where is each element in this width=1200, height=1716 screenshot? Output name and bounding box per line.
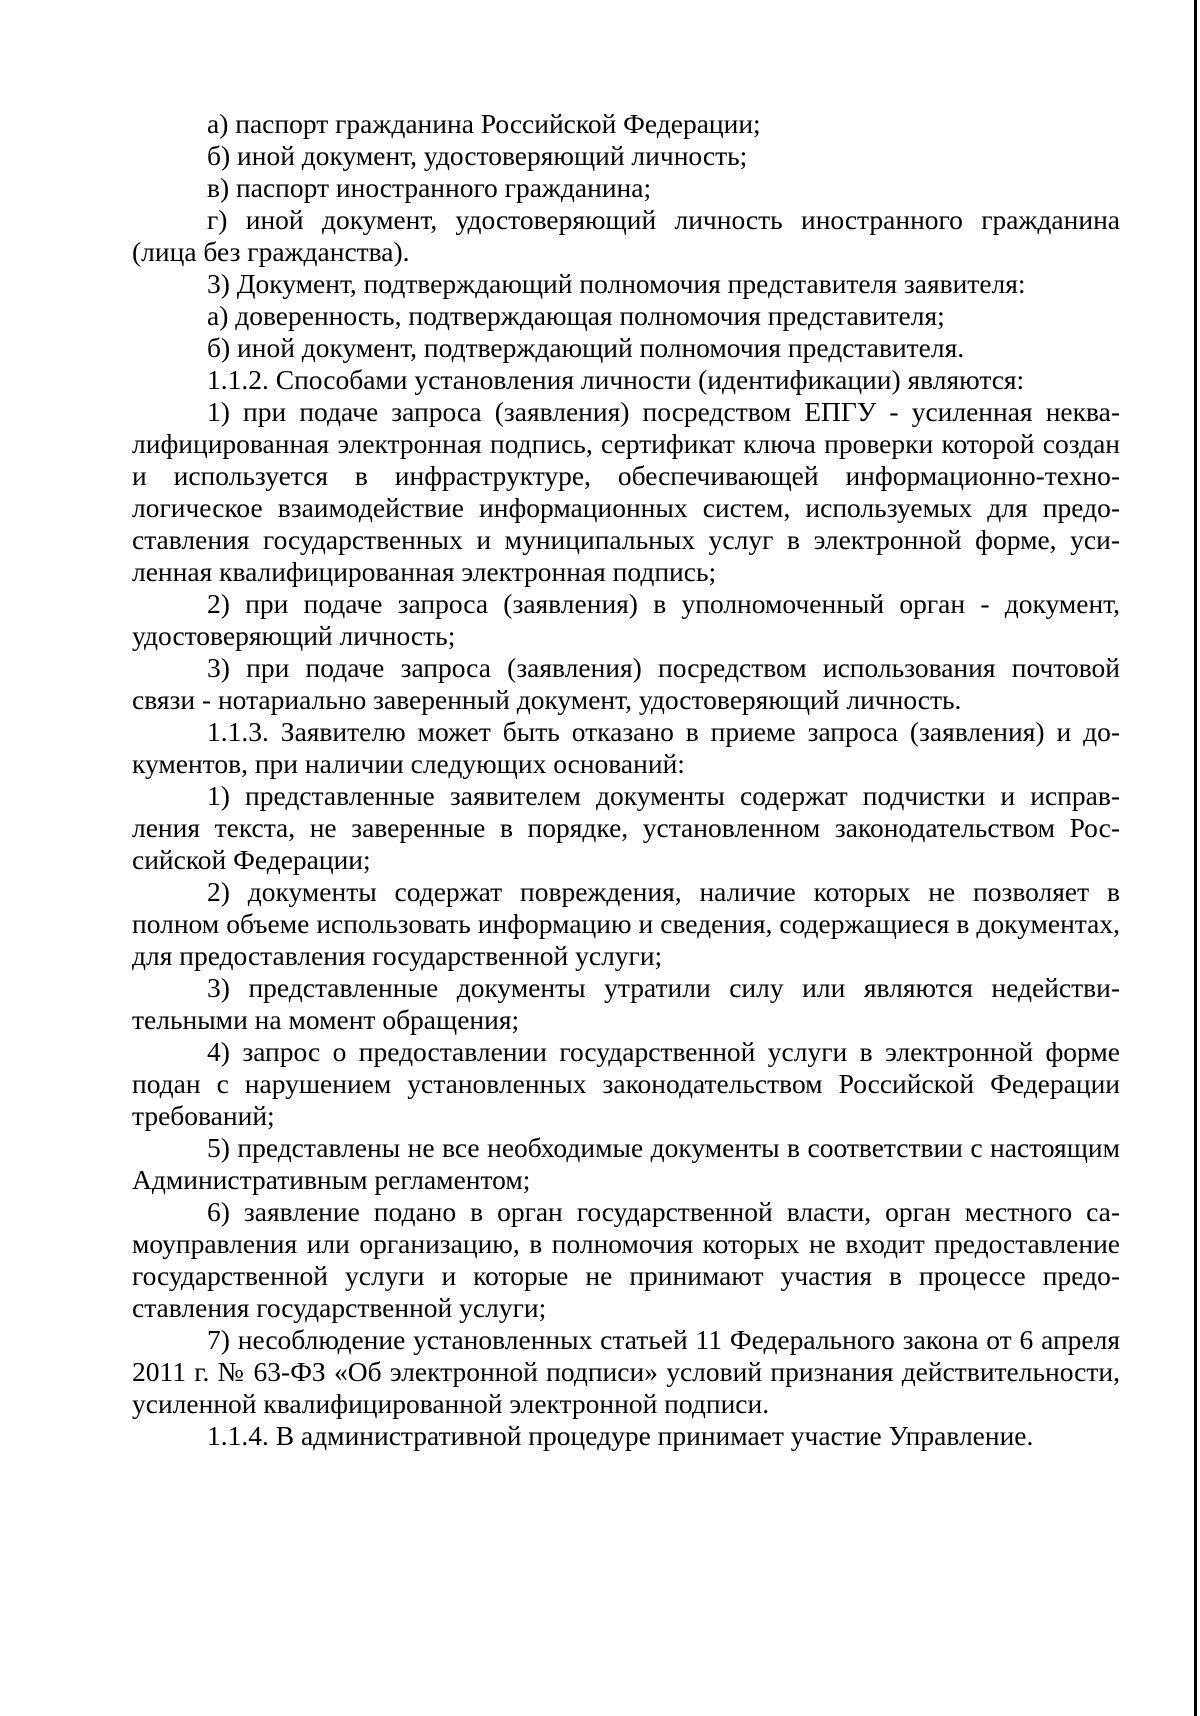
refusal-ground-6: 6) заявление подано в орган государственной власти, орган местного самоуправления или организацию, в полномочия которых не входит предоставление государственной услуги и которые не принимают участия в процессе предоставления государственной услуги; [132, 1196, 1120, 1323]
refusal-ground-2: 2) документы содержат повреждения, наличие которых не позволяет в полном объеме использовать информацию и сведения, содержащиеся в документах, для предоставления государственной услуги; [132, 876, 1120, 971]
refusal-ground-1: 1) представленные заявителем документы содержат подчистки и исправления текста, не заверенные в порядке, установленном законодательством Российской Федерации; [132, 780, 1120, 875]
list-item-power-of-attorney: а) доверенность, подтверждающая полномочия представителя; [207, 300, 945, 331]
list-item-passport-rf: а) паспорт гражданина Российской Федерации; [207, 108, 761, 139]
refusal-ground-3: 3) представленные документы утратили силу или являются недействительными на момент обращения; [132, 972, 1120, 1035]
scan-edge-line [1194, 0, 1197, 1716]
section-1-1-3: 1.1.3. Заявителю может быть отказано в приеме запроса (заявления) и документов, при наличии следующих оснований: [132, 716, 1120, 779]
refusal-ground-5: 5) представлены не все необходимые документы в соответствии с настоящим Административным регламентом; [132, 1132, 1120, 1195]
list-item-foreign-other-id: г) иной документ, удостоверяющий личность иностранного гражданина (лица без гражданства). [132, 204, 1120, 267]
section-1-1-2: 1.1.2. Способами установления личности (идентификации) являются: [207, 364, 1025, 395]
list-item-representative-docs: 3) Документ, подтверждающий полномочия представителя заявителя: [207, 268, 1026, 299]
refusal-ground-7: 7) несоблюдение установленных статьей 11 Федерального закона от 6 апреля 2011 г. № 63-ФЗ «Об электронной подписи» условий признания действительности, усиленной квалифицированной электронной подписи. [132, 1324, 1120, 1419]
identification-method-in-person: 2) при подаче запроса (заявления) в уполномоченный орган - документ, удостоверяющий личность; [132, 588, 1120, 651]
identification-method-mail: 3) при подаче запроса (заявления) посредством использования почтовой связи - нотариально заверенный документ, удостоверяющий личность. [132, 652, 1120, 715]
document-body [132, 108, 1120, 1452]
identification-method-epgu: 1) при подаче запроса (заявления) посредством ЕПГУ - усиленная неквалифицированная электронная подпись, сертификат ключа проверки которой создан и используется в инфраструктуре, обеспечивающей информационно-технологическое взаимодействие информационных систем, используемых для предоставления государственных и муниципальных услуг в электронной форме, усиленная квалифицированная электронная подпись; [132, 396, 1120, 587]
list-item-foreign-passport: в) паспорт иностранного гражданина; [207, 172, 652, 203]
list-item-other-id: б) иной документ, удостоверяющий личность; [207, 140, 748, 171]
list-item-other-authority-doc: б) иной документ, подтверждающий полномочия представителя. [207, 332, 965, 363]
refusal-ground-4: 4) запрос о предоставлении государственной услуги в электронной форме подан с нарушением установленных законодательством Российской Федерации требований; [132, 1036, 1120, 1131]
section-1-1-4: 1.1.4. В административной процедуре принимает участие Управление. [207, 1420, 1034, 1451]
